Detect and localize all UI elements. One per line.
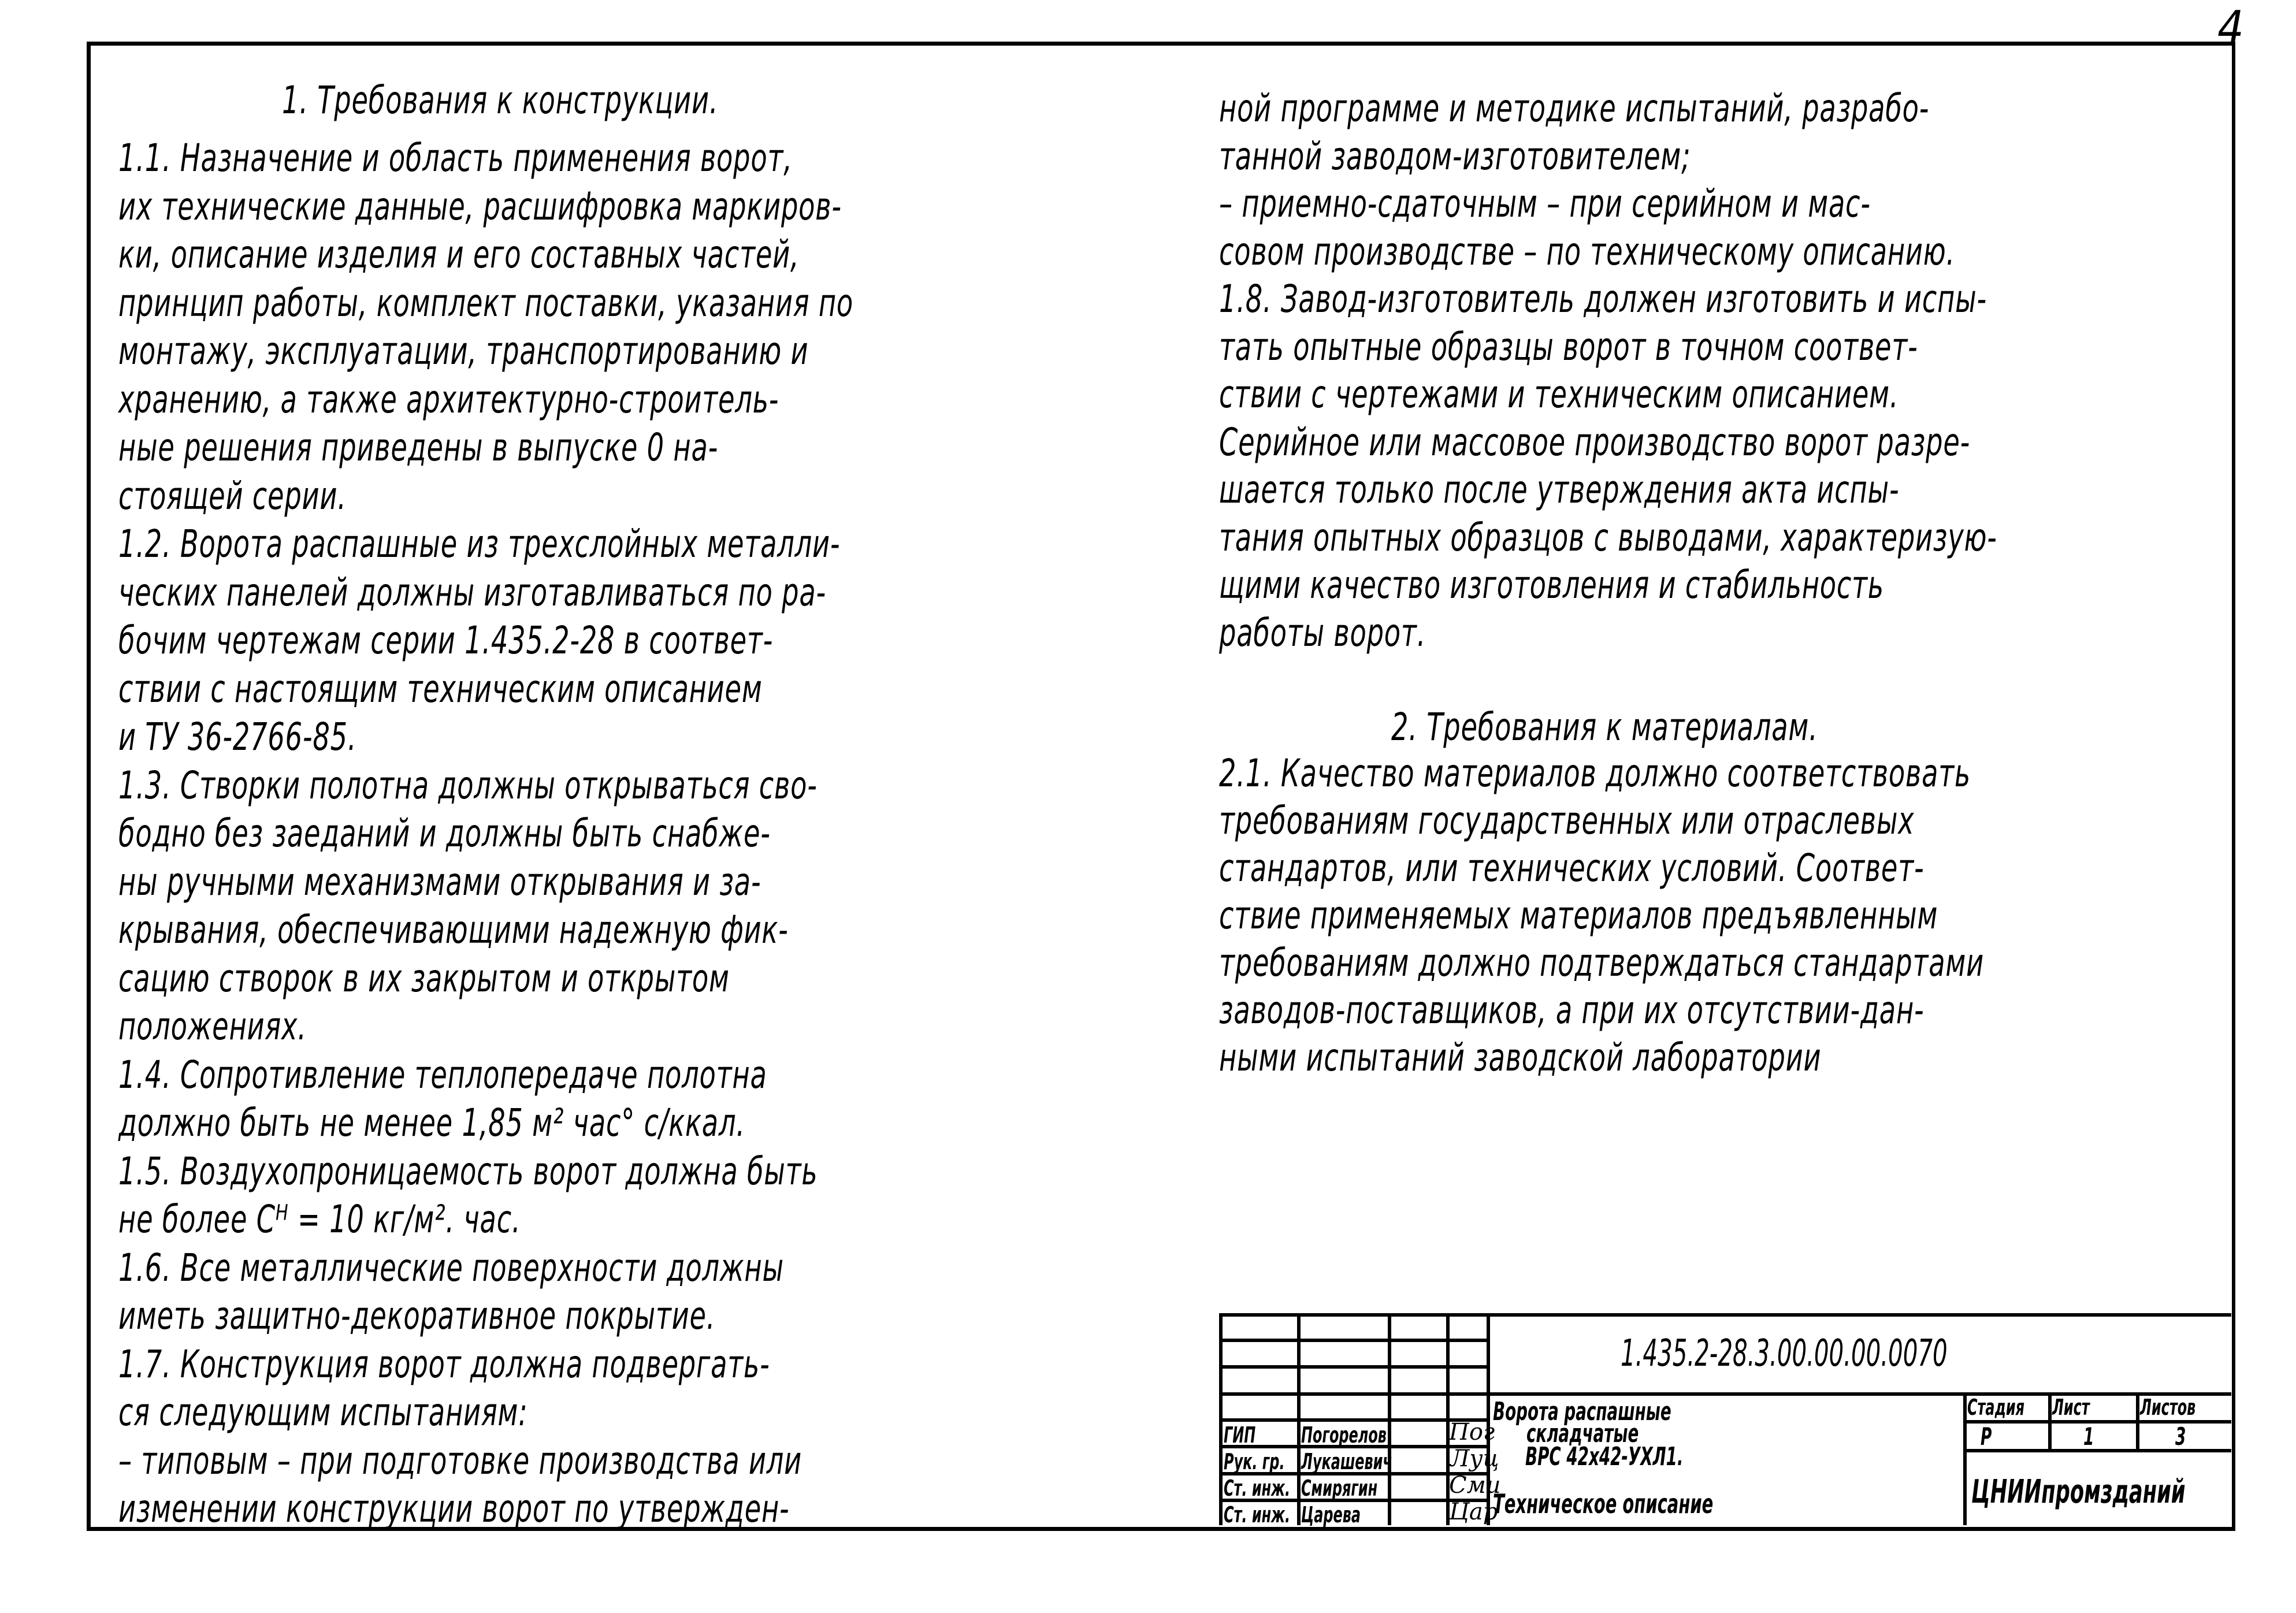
section-1-heading: 1. Требования к конструкции. [282, 78, 719, 122]
section-2-heading: 2. Требования к материалам. [1391, 705, 1818, 749]
text-line: бодно без заеданий и должны быть снабже- [118, 811, 771, 856]
signatory-role: ГИП [1224, 1422, 1256, 1448]
text-line: стоящей серии. [118, 473, 347, 518]
signatory-role: Рук. гр. [1224, 1449, 1285, 1474]
signatory-name: Царева [1301, 1502, 1361, 1527]
stage-value: Р [1981, 1422, 1992, 1451]
text-line: ные решения приведены в выпуске 0 на- [118, 425, 719, 470]
tb-line [1219, 1313, 2231, 1317]
text-line: ны ручными механизмами открывания и за- [118, 859, 761, 904]
text-line: 1.2. Ворота распашные из трехслойных металли- [118, 522, 841, 566]
text-line: иметь защитно-декоративное покрытие. [118, 1294, 716, 1338]
text-line: требованиям государственных или отраслевых [1219, 798, 1915, 843]
sheet-label: Лист [2052, 1395, 2090, 1420]
organization-name: ЦНИИпромзданий [1971, 1473, 2186, 1511]
text-line: тания опытных образцов с выводами, характеризую- [1219, 515, 1997, 560]
tb-line [1388, 1313, 1391, 1525]
text-line: тать опытные образцы ворот в точном соответ- [1219, 324, 1918, 369]
tb-line [1963, 1392, 1967, 1525]
signature: Цар [1449, 1499, 1498, 1525]
tb-line [1297, 1313, 1301, 1525]
tb-line [2136, 1392, 2139, 1450]
sheets-value: 3 [2175, 1422, 2186, 1451]
text-line: их технические данные, расшифровка маркиров- [118, 184, 842, 229]
text-line: стандартов, или технических условий. Соответ- [1219, 846, 1925, 890]
text-line: – типовым – при подготовке производства или [118, 1438, 803, 1483]
text-line: и ТУ 36-2766-85. [118, 715, 357, 759]
text-line: 1.4. Сопротивление теплопередаче полотна [118, 1052, 767, 1097]
tb-line [1963, 1449, 2231, 1452]
text-line: ки, описание изделия и его составных частей, [118, 232, 800, 277]
signatory-role: Ст. инж. [1224, 1476, 1291, 1501]
stage-label: Стадия [1967, 1395, 2025, 1420]
text-line: ной программе и методике испытаний, разрабо- [1219, 86, 1930, 131]
tb-line [1219, 1313, 1223, 1525]
signature: Пог [1449, 1419, 1495, 1445]
page-number: 4 [2217, 1, 2244, 55]
text-line: 1.5. Воздухопроницаемость ворот должна быть [118, 1149, 818, 1194]
text-line: изменении конструкции ворот по утвержден- [118, 1486, 790, 1531]
text-line: 1.8. Завод-изготовитель должен изготовить и испы- [1219, 277, 1987, 321]
text-line: должно быть не менее 1,85 м² час° с/ккал. [118, 1101, 745, 1145]
text-line: крывания, обеспечивающими надежную фик- [118, 908, 789, 952]
text-line: не более Сᴴ = 10 кг/м². час. [118, 1197, 521, 1242]
text-line: танной заводом-изготовителем; [1219, 133, 1691, 179]
text-line: 1.1. Назначение и область применения ворот, [118, 136, 793, 180]
signature: Луц [1450, 1445, 1499, 1472]
product-name-line: Ворота распашные [1493, 1397, 1671, 1426]
sheets-label: Листов [2140, 1395, 2196, 1420]
text-line: ся следующим испытаниям: [118, 1390, 528, 1434]
text-line: ными испытаний заводской лаборатории [1219, 1035, 1822, 1080]
document-type: Техническое описание [1493, 1488, 1714, 1519]
text-line: совом производстве – по техническому описанию. [1219, 229, 1956, 274]
product-name-line: ВРС 42х42-УХЛ1. [1525, 1442, 1684, 1471]
text-line: хранению, а также архитектурно-строитель- [118, 377, 779, 422]
signatory-role: Ст. инж. [1224, 1502, 1291, 1527]
text-line: 1.7. Конструкция ворот должна подвергать- [118, 1341, 770, 1387]
tb-line [1963, 1420, 2231, 1424]
text-line: сацию створок в их закрытом и открытом [118, 956, 730, 1001]
text-line: ствие применяемых материалов предъявленным [1219, 893, 1938, 938]
text-line: бочим чертежам серии 1.435.2-28 в соответ- [118, 618, 774, 663]
text-line: – приемно-сдаточным – при серийном и мас- [1219, 181, 1871, 226]
text-line: 1.3. Створки полотна должны открываться сво- [118, 763, 818, 808]
text-line: 1.6. Все металлические поверхности должны [118, 1245, 784, 1290]
sheet-value: 1 [2083, 1422, 2094, 1451]
signature: Сми [1449, 1472, 1501, 1499]
product-name-line: складчатые [1526, 1419, 1639, 1448]
text-line: монтажу, эксплуатации, транспортированию и [118, 329, 809, 373]
text-line: принцип работы, комплект поставки, указания по [118, 280, 854, 325]
signatory-name: Погорелов [1301, 1422, 1387, 1448]
text-line: Серийное или массовое производство ворот разре- [1219, 419, 1971, 464]
text-line: 2.1. Качество материалов должно соответствовать [1219, 751, 1971, 796]
text-line: ствии с чертежами и техническим описанием. [1219, 372, 1899, 417]
signatory-name: Смирягин [1301, 1476, 1378, 1501]
signatory-name: Лукашевич [1301, 1449, 1392, 1474]
text-line: требованиям должно подтверждаться стандартами [1219, 941, 1984, 985]
text-line: щими качество изготовления и стабильность [1219, 563, 1884, 607]
text-line: ствии с настоящим техническим описанием [118, 666, 763, 711]
tb-line [2048, 1392, 2052, 1450]
text-line: ческих панелей должны изготавливаться по ра- [118, 570, 827, 615]
document-code: 1.435.2-28.3.00.00.00.0070 [1621, 1332, 1948, 1375]
text-line: работы ворот. [1219, 610, 1426, 655]
text-line: заводов-поставщиков, а при их отсутствии-дан- [1219, 988, 1925, 1032]
text-line: положениях. [118, 1004, 307, 1049]
text-line: шается только после утверждения акта испы- [1219, 467, 1900, 512]
